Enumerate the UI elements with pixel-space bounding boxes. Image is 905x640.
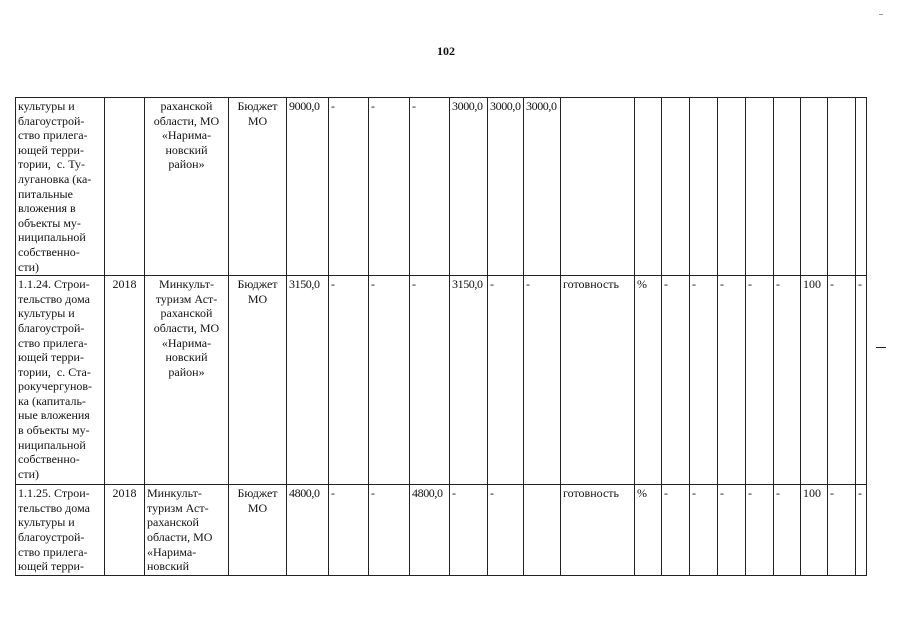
- page-number: 102: [437, 44, 455, 58]
- cell-v1: -: [662, 485, 690, 576]
- cell-2019: -: [488, 276, 524, 485]
- cell-v7: [828, 98, 856, 276]
- cell-source: Бюджет МО: [229, 485, 287, 576]
- cell-unit: %: [635, 485, 662, 576]
- cell-2015: -: [329, 485, 369, 576]
- cell-source: Бюджет МО: [229, 276, 287, 485]
- cell-source: Бюджет МО: [229, 98, 287, 276]
- cell-v4: [746, 98, 774, 276]
- table-row: [16, 98, 867, 276]
- cell-v6: 100: [801, 485, 828, 576]
- cell-name: культуры и благоустрой- ство прилега- ющей терри- тории, с. Ту- лугановка (ка- питальные вложения в объекты му- ниципальной собственно- сти): [16, 98, 105, 276]
- cell-unit: %: [635, 276, 662, 485]
- cell-2019: 3000,0: [488, 98, 524, 276]
- cell-executor: Минкульт- туризм Аст- раханской области, МО «Нарима- новский: [145, 485, 229, 576]
- cell-v5: -: [774, 485, 801, 576]
- cell-v5: -: [774, 276, 801, 485]
- cell-indicator: готовность: [561, 485, 635, 576]
- cell-v6: [801, 98, 828, 276]
- budget-table: [15, 97, 867, 576]
- scan-mark: [879, 14, 883, 15]
- cell-indicator: [561, 98, 635, 276]
- cell-2018: 3150,0: [450, 276, 488, 485]
- cell-total: 4800,0: [287, 485, 329, 576]
- cell-executor: Минкульт- туризм Аст- раханской области, МО «Нарима- новский район»: [145, 276, 229, 485]
- cell-name: 1.1.24. Строи- тельство дома культуры и благоустрой- ство прилега- ющей терри- тории, с. Ста- рокучергунов- ка (капиталь- ные вложения в объекты му- ниципальной собственно- сти): [16, 276, 105, 485]
- cell-2017: -: [410, 98, 450, 276]
- cell-year: [105, 98, 145, 276]
- cell-2017: -: [410, 276, 450, 485]
- cell-v2: -: [690, 485, 718, 576]
- cell-total: 3150,0: [287, 276, 329, 485]
- cell-v1: -: [662, 276, 690, 485]
- cell-v8: -: [856, 276, 867, 485]
- cell-v4: -: [746, 276, 774, 485]
- table-row: [16, 276, 867, 485]
- cell-indicator: готовность: [561, 276, 635, 485]
- cell-2017: 4800,0: [410, 485, 450, 576]
- cell-year: 2018: [105, 485, 145, 576]
- cell-v3: -: [718, 485, 746, 576]
- cell-name: 1.1.25. Строи- тельство дома культуры и благоустрой- ство прилега- ющей терри-: [16, 485, 105, 576]
- table-row: [16, 485, 867, 576]
- cell-v8: [856, 98, 867, 276]
- cell-2020: 3000,0: [524, 98, 561, 276]
- cell-v5: [774, 98, 801, 276]
- cell-2020: -: [524, 276, 561, 485]
- cell-v1: [662, 98, 690, 276]
- cell-v6: 100: [801, 276, 828, 485]
- cell-2015: -: [329, 276, 369, 485]
- cell-v3: -: [718, 276, 746, 485]
- cell-2019: -: [488, 485, 524, 576]
- cell-2016: -: [369, 485, 410, 576]
- cell-v4: -: [746, 485, 774, 576]
- cell-total: 9000,0: [287, 98, 329, 276]
- cell-2018: 3000,0: [450, 98, 488, 276]
- cell-2015: -: [329, 98, 369, 276]
- cell-2020: [524, 485, 561, 576]
- cell-v7: -: [828, 485, 856, 576]
- cell-v8: -: [856, 485, 867, 576]
- cell-2016: -: [369, 98, 410, 276]
- cell-unit: [635, 98, 662, 276]
- cell-v2: -: [690, 276, 718, 485]
- cell-2016: -: [369, 276, 410, 485]
- cell-v2: [690, 98, 718, 276]
- cell-v7: -: [828, 276, 856, 485]
- cell-2018: -: [450, 485, 488, 576]
- cell-executor: раханской области, МО «Нарима- новский район»: [145, 98, 229, 276]
- edge-tick-mark: [876, 347, 886, 348]
- cell-year: 2018: [105, 276, 145, 485]
- cell-v3: [718, 98, 746, 276]
